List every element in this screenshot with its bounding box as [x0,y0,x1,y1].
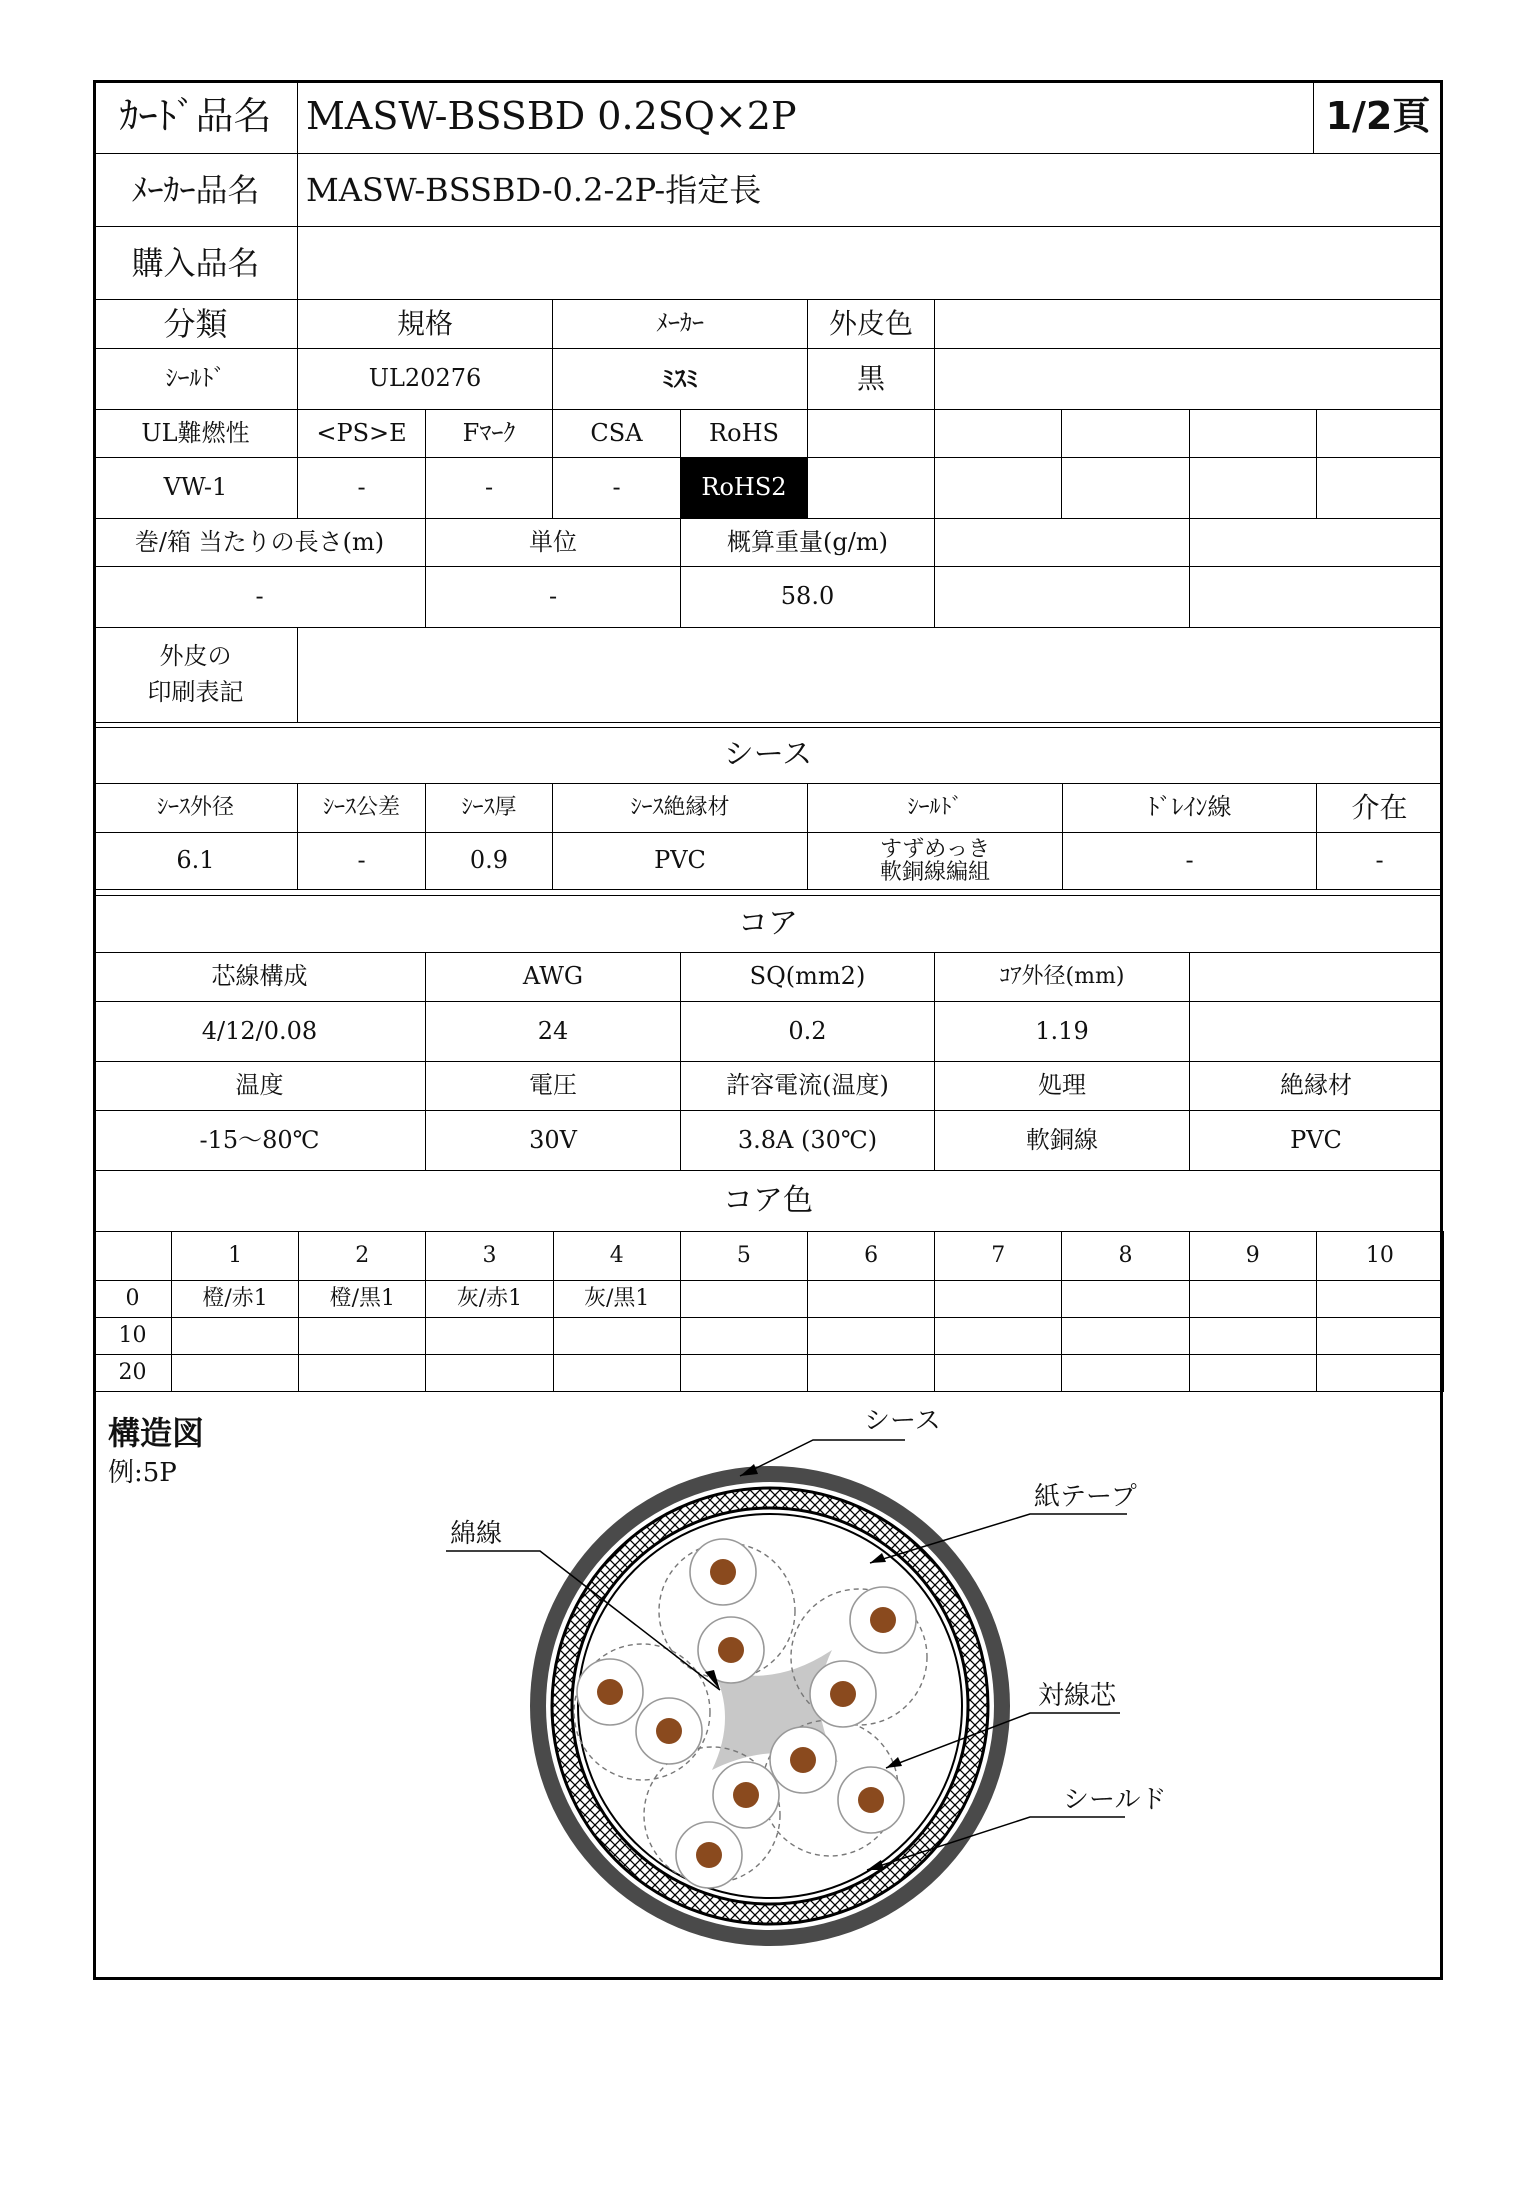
core-color-row-label: 0 [93,1280,172,1318]
core-value-insulation: PVC [1189,1110,1443,1171]
sheath-header-tolerance: ｼｰｽ公差 [297,783,426,833]
label-shield: シールド [1063,1785,1167,1815]
wire-conductor [597,1679,623,1705]
core-header-insulation: 絶縁材 [1189,1061,1443,1111]
core-color-row-label: 10 [93,1317,172,1355]
wire-conductor [790,1747,816,1773]
ul-value-csa: - [552,457,681,519]
wire-conductor [718,1637,744,1663]
sheath-header-od: ｼｰｽ外径 [93,783,298,833]
core-color-col-header: 5 [680,1231,808,1281]
spec-header-category: 分類 [93,299,298,349]
spec-value-maker: ﾐｽﾐ [552,348,808,410]
core-header-treatment: 処理 [934,1061,1190,1111]
maker-name-label: ﾒｰｶｰ品名 [93,153,298,227]
sheath-value-drain: - [1062,832,1317,890]
core-color-col-header: 7 [934,1231,1062,1281]
core-color-col-header: 2 [298,1231,426,1281]
length-header-weight: 概算重量(g/m) [680,518,935,567]
label-cotton-yarn: 綿線 [450,1519,503,1549]
ul-header-pse: <PS>E [297,409,426,458]
ul-value-flame: VW-1 [93,457,298,519]
wire-conductor [696,1842,722,1868]
length-value-unit: - [425,566,681,628]
core-header-awg: AWG [425,952,681,1002]
sheath-value-insulation: PVC [552,832,808,890]
wire-conductor [710,1559,736,1585]
label-paper-tape: 紙テープ [1034,1482,1137,1512]
label-twisted-pair: 対線芯 [1038,1681,1117,1711]
print-marking-label-line-1: 外皮の [159,642,232,671]
spec-value-standard: UL20276 [297,348,553,410]
card-name-value: MASW-BSSBD 0.2SQ×2P [297,80,1314,154]
maker-name-value: MASW-BSSBD-0.2-2P-指定長 [297,153,1443,227]
ul-value-f-mark: - [425,457,553,519]
sheath-header-filler: 介在 [1316,783,1443,833]
ul-header-f-mark: Fﾏｰｸ [425,409,553,458]
core-color-col-header: 1 [171,1231,299,1281]
ul-header-rohs: RoHS [680,409,808,458]
spec-header-jacket-color: 外皮色 [807,299,935,349]
core-color-col-header: 6 [807,1231,935,1281]
structure-subtitle: 例:5P [108,1458,177,1488]
length-value-per-roll: - [93,566,426,628]
sheath-value-od: 6.1 [93,832,298,890]
core-value-conductor: 4/12/0.08 [93,1001,426,1062]
sheath-header-thickness: ｼｰｽ厚 [425,783,553,833]
core-value-od: 1.19 [934,1001,1190,1062]
length-value-weight: 58.0 [680,566,935,628]
structure-title: 構造図 [108,1414,205,1452]
core-color-col-header: 9 [1189,1231,1317,1281]
core-value-treatment: 軟銅線 [934,1110,1190,1171]
sheath-value-filler: - [1316,832,1443,890]
core-color-col-header: 10 [1316,1231,1444,1281]
sheath-value-tolerance: - [297,832,426,890]
core-header-temperature: 温度 [93,1061,426,1111]
core-header-conductor: 芯線構成 [93,952,426,1002]
core-value-current: 3.8A (30℃) [680,1110,935,1171]
sheath-header-drain: ﾄﾞﾚｲﾝ線 [1062,783,1317,833]
wire-conductor [830,1681,856,1707]
core-value-temperature: -15～80℃ [93,1110,426,1171]
ul-header-csa: CSA [552,409,681,458]
sheath-shield-line-2: 軟銅線編組 [879,860,990,885]
core-header-current: 許容電流(温度) [680,1061,935,1111]
page-indicator: 1/2頁 [1313,80,1443,154]
spec-header-standard: 規格 [297,299,553,349]
spec-value-category: ｼｰﾙﾄﾞ [93,348,298,410]
core-color-cell: 橙/赤1 [171,1280,299,1318]
sheath-header-insulation: ｼｰｽ絶縁材 [552,783,808,833]
ul-header-flame: UL難燃性 [93,409,298,458]
wire-conductor [733,1782,759,1808]
core-header-voltage: 電圧 [425,1061,681,1111]
core-color-col-header: 3 [425,1231,553,1281]
spec-value-jacket-color: 黒 [807,348,935,410]
sheath-shield-line-1: すずめっき [879,836,990,862]
core-color-cell: 橙/黒1 [298,1280,426,1318]
core-value-awg: 24 [425,1001,681,1062]
length-header-unit: 単位 [425,518,681,567]
core-value-sq: 0.2 [680,1001,935,1062]
sheath-section-title: シース [93,727,1443,784]
core-color-cell: 灰/赤1 [425,1280,553,1318]
core-color-col-header: 8 [1061,1231,1189,1281]
core-color-col-header: 4 [553,1231,681,1281]
print-marking-label-line-2: 印刷表記 [147,678,244,706]
core-section-title: コア [93,895,1443,953]
length-header-per-roll: 巻/箱 当たりの長さ(m) [93,518,426,567]
purchase-name-label: 購入品名 [93,226,298,300]
core-color-row-label: 20 [93,1354,172,1392]
wire-conductor [870,1607,896,1633]
core-header-od: ｺｱ外径(mm) [934,952,1190,1002]
wire-conductor [656,1718,682,1744]
card-name-label: ｶｰﾄﾞ品名 [93,80,298,154]
sheath-header-shield: ｼｰﾙﾄﾞ [807,783,1063,833]
ul-value-pse: - [297,457,426,519]
core-header-sq: SQ(mm2) [680,952,935,1002]
sheath-value-thickness: 0.9 [425,832,553,890]
core-color-cell: 灰/黒1 [553,1280,681,1318]
wire-conductor [858,1787,884,1813]
rohs-badge: RoHS2 [680,457,808,519]
label-sheath: シース [864,1406,941,1436]
core-value-voltage: 30V [425,1110,681,1171]
spec-header-maker: ﾒｰｶｰ [552,299,808,349]
core-color-section-title: コア色 [93,1170,1443,1232]
